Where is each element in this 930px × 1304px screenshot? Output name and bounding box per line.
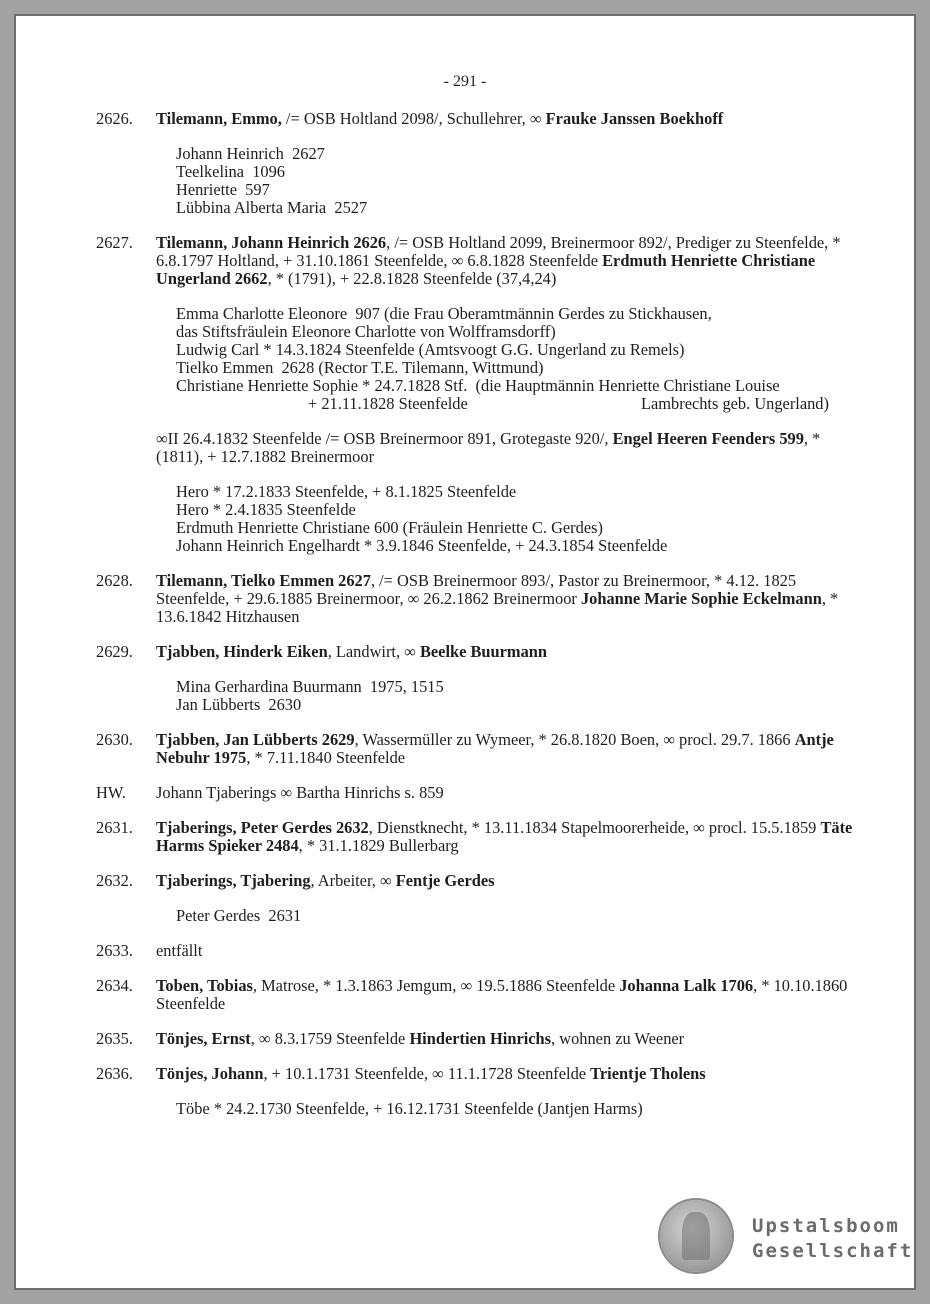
child-death-note: + 21.11.1828 Steenfelde	[308, 394, 468, 413]
spouse-details: , * 10.10.1860 Steenfelde	[156, 976, 848, 1013]
entry-details: , /= OSB Breinermoor 893/, Pastor zu Breinermoor, * 4.12. 1825 Steenfelde, + 29.6.1885 Breinermoor, ∞ 26.2.1862 Breinermoor	[156, 571, 797, 608]
person-name: Tilemann, Emmo,	[156, 109, 282, 128]
entry-number: 2634.	[96, 976, 133, 995]
entry-text	[156, 1030, 866, 1048]
entry-text	[156, 234, 866, 288]
child-item: Emma Charlotte Eleonore 907 (die Frau Oberamtmännin Gerdes zu Stickhausen,	[176, 304, 712, 323]
entry-number: 2627.	[96, 233, 133, 252]
upstalsboom-seal-icon	[660, 1200, 732, 1272]
spouse-details: , * (1791), + 22.8.1828 Steenfelde (37,4,24)	[267, 269, 557, 288]
entry-details: , Landwirt, ∞	[327, 642, 420, 661]
child-item: Christiane Henriette Sophie * 24.7.1828 Stf. (die Hauptmännin Henriette Christiane Louise	[176, 376, 780, 395]
children-list	[176, 145, 866, 217]
entry-details: , /= OSB Holtland 2099, Breinermoor 892/, Prediger zu Steenfelde, * 6.8.1797 Holtland, + 31.10.1861 Steenfelde, ∞ 6.8.1828 Steenfelde	[156, 233, 841, 270]
child-item: Hero * 2.4.1835 Steenfelde	[176, 500, 356, 519]
entry-details: , + 10.1.1731 Steenfelde, ∞ 11.1.1728 Steenfelde	[263, 1064, 591, 1083]
child-item: Johann Heinrich 2627	[176, 144, 325, 163]
child-item: Peter Gerdes 2631	[176, 906, 302, 925]
society-name	[752, 1214, 913, 1264]
entry-2629	[0, 643, 930, 714]
spouse-name: Beelke Buurmann	[419, 642, 548, 661]
upstalsboom-logo	[660, 1198, 914, 1278]
entry-details: , Dienstknecht, * 13.11.1834 Stapelmoorerheide, ∞ procl. 15.5.1859	[368, 818, 821, 837]
children-list	[176, 678, 866, 714]
spouse-details: , * 7.11.1840 Steenfelde	[246, 748, 406, 767]
entry-text: entfällt	[156, 941, 203, 960]
person-name: Tönjes, Ernst	[156, 1029, 251, 1048]
entry-2631	[0, 819, 930, 855]
spouse-name: Antje Nebuhr 1975	[156, 730, 834, 767]
entry-text	[156, 572, 866, 626]
spouse-name: Erdmuth Henriette Christiane Ungerland 2662	[156, 251, 816, 288]
entry-text	[156, 731, 866, 767]
spouse-name: Täte Harms Spieker 2484	[156, 818, 853, 855]
children-list	[176, 1100, 866, 1118]
child-item: Teelkelina 1096	[176, 162, 285, 181]
children-list	[176, 907, 866, 925]
entry-text	[156, 643, 866, 661]
child-item-continuation	[176, 395, 866, 413]
entry-number: 2628.	[96, 571, 133, 590]
entry-details: /= OSB Holtland 2098/, Schullehrer, ∞	[281, 109, 546, 128]
spouse-name: Hindertien Hinrichs	[409, 1029, 552, 1048]
entry-text	[156, 110, 866, 128]
child-item: Erdmuth Henriette Christiane 600 (Fräulein Henriette C. Gerdes)	[176, 518, 603, 537]
second-marriage	[156, 430, 866, 466]
entry-hw	[0, 784, 930, 802]
seal-figure	[682, 1212, 710, 1260]
person-name: Tjaberings, Peter Gerdes 2632	[156, 818, 369, 837]
page-number: - 291 -	[443, 73, 487, 90]
logo-line-1: Upstalsboom	[752, 1215, 900, 1237]
child-item: Johann Heinrich Engelhardt * 3.9.1846 Steenfelde, + 24.3.1854 Steenfelde	[176, 536, 668, 555]
entry-number: 2626.	[96, 109, 133, 128]
entry-number: HW.	[96, 783, 126, 802]
spouse-name: Frauke Janssen Boekhoff	[545, 109, 724, 128]
entry-text	[156, 819, 866, 855]
entry-2630	[0, 731, 930, 767]
person-name: Tilemann, Tielko Emmen 2627	[156, 571, 371, 590]
child-item: Ludwig Carl * 14.3.1824 Steenfelde (Amtsvoogt G.G. Ungerland zu Remels)	[176, 340, 685, 359]
spouse-details: , wohnen zu Weener	[551, 1029, 685, 1048]
spouse-details: , * (1811), + 12.7.1882 Breinermoor	[156, 429, 821, 466]
child-item: Henriette 597	[176, 180, 270, 199]
entry-number: 2629.	[96, 642, 133, 661]
marriage-details: ∞II 26.4.1832 Steenfelde /= OSB Breinermoor 891, Grotegaste 920/,	[156, 429, 613, 448]
entry-2626	[0, 110, 930, 217]
entry-2632	[0, 872, 930, 925]
child-item: Jan Lübberts 2630	[176, 695, 302, 714]
entry-text: Johann Tjaberings ∞ Bartha Hinrichs s. 859	[156, 783, 444, 802]
entry-details: , Arbeiter, ∞	[310, 871, 396, 890]
person-name: Tjabben, Hinderk Eiken	[156, 642, 328, 661]
child-item: das Stiftsfräulein Eleonore Charlotte von Wolfframsdorff)	[176, 322, 556, 341]
person-name: Tilemann, Johann Heinrich 2626	[156, 233, 387, 252]
spouse-details: , * 31.1.1829 Bullerbarg	[298, 836, 459, 855]
entry-2635	[0, 1030, 930, 1048]
person-name: Toben, Tobias	[156, 976, 253, 995]
children-list	[176, 483, 866, 555]
entry-details: , Wassermüller zu Wymeer, * 26.8.1820 Boen, ∞ procl. 29.7. 1866	[354, 730, 795, 749]
person-name: Tjabben, Jan Lübberts 2629	[156, 730, 355, 749]
spouse-name: Johanna Lalk 1706	[619, 976, 754, 995]
entry-number: 2636.	[96, 1064, 133, 1083]
child-item: Lübbina Alberta Maria 2527	[176, 198, 368, 217]
child-item: Mina Gerhardina Buurmann 1975, 1515	[176, 677, 444, 696]
spouse-name: Trientje Tholens	[590, 1064, 706, 1083]
spouse-name: Fentje Gerdes	[395, 871, 495, 890]
child-note-continuation: Lambrechts geb. Ungerland)	[641, 394, 829, 413]
entry-text	[156, 977, 866, 1013]
entry-number: 2631.	[96, 818, 133, 837]
entry-text	[156, 872, 866, 890]
person-name: Tönjes, Johann	[156, 1064, 264, 1083]
entry-text	[156, 1065, 866, 1083]
genealogy-register	[0, 110, 930, 1135]
logo-line-2: Gesellschaft	[752, 1240, 914, 1262]
person-name: Tjaberings, Tjabering	[156, 871, 311, 890]
entry-number: 2632.	[96, 871, 133, 890]
spouse-name: Engel Heeren Feenders 599	[612, 429, 804, 448]
entry-2634	[0, 977, 930, 1013]
entry-details: , ∞ 8.3.1759 Steenfelde	[250, 1029, 410, 1048]
spouse-name: Johanne Marie Sophie Eckelmann	[580, 589, 822, 608]
entry-2636	[0, 1065, 930, 1118]
entry-number: 2630.	[96, 730, 133, 749]
child-item: Tielko Emmen 2628 (Rector T.E. Tilemann, Wittmund)	[176, 358, 544, 377]
entry-details: , Matrose, * 1.3.1863 Jemgum, ∞ 19.5.1886 Steenfelde	[252, 976, 620, 995]
spouse-details: , * 13.6.1842 Hitzhausen	[156, 589, 839, 626]
children-list	[176, 305, 866, 413]
entry-2633	[0, 942, 930, 960]
entry-2627	[0, 234, 930, 555]
child-item: Töbe * 24.2.1730 Steenfelde, + 16.12.1731 Steenfelde (Jantjen Harms)	[176, 1099, 643, 1118]
child-item: Hero * 17.2.1833 Steenfelde, + 8.1.1825 Steenfelde	[176, 482, 517, 501]
entry-2628	[0, 572, 930, 626]
entry-number: 2633.	[96, 941, 133, 960]
entry-number: 2635.	[96, 1029, 133, 1048]
